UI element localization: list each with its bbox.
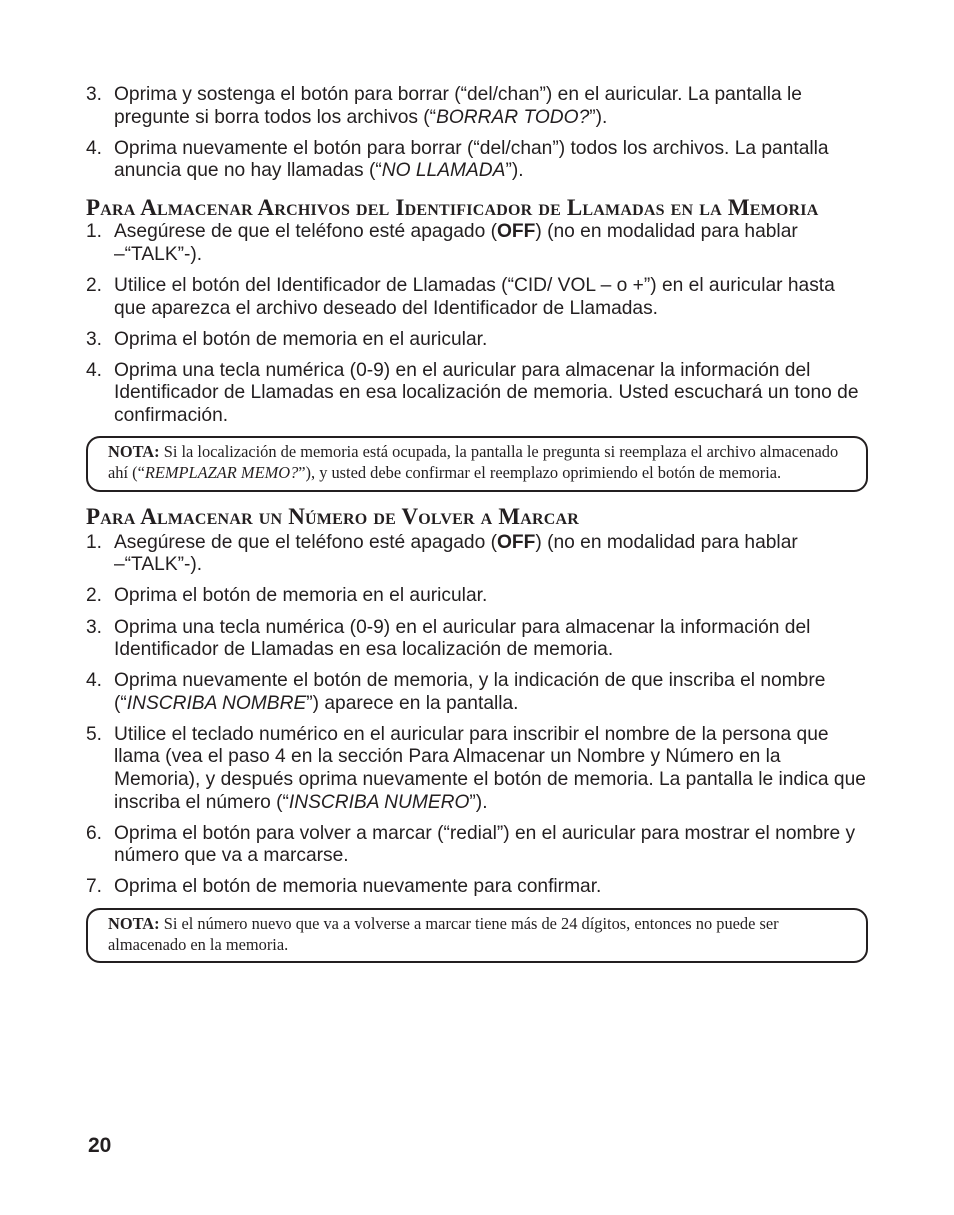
list-text: Oprima el botón para volver a marcar (“redial”) en el auricular para mostrar el nombre y número que va a marcarse. [114, 822, 856, 867]
list-text: Oprima el botón de memoria en el auricular. [114, 328, 488, 350]
list-item [86, 84, 868, 129]
page-content [86, 84, 868, 971]
list-number: 3. [86, 328, 103, 350]
list-text: Utilice el teclado numérico en el auricular para inscribir el nombre de la persona que llama (vea el paso 4 en la sección Para Almacenar un Nombre y Número en la Memoria), y después oprima nuevamente el botón de memoria. La pantalla le indica que inscriba el número (“ [114, 723, 866, 813]
list-number: 5. [86, 723, 103, 745]
list-item [86, 670, 868, 715]
list-text: Oprima una tecla numérica (0-9) en el auricular para almacenar la información del Identificador de Llamadas en esa localización de memoria. [114, 616, 811, 661]
list-text: Utilice el botón del Identificador de Llamadas (“CID/ VOL – o +”) en el auricular hasta que aparezca el archivo deseado del Identificador de Llamadas. [114, 275, 835, 319]
display-message: BORRAR TODO? [436, 106, 590, 128]
list-item [86, 221, 868, 266]
list-item [86, 876, 868, 899]
list-number: 3. [86, 616, 103, 638]
display-message: REMPLAZAR MEMO? [144, 463, 299, 483]
note-text-end: ”), y usted debe confirmar el reemplazo oprimiendo el botón de memoria. [298, 463, 782, 483]
off-label: OFF [496, 531, 536, 553]
list-number: 1. [86, 221, 103, 243]
list-text-end: ”). [589, 106, 608, 128]
list-text: Oprima nuevamente el botón de memoria, y la indicación de que inscriba el nombre (“ [114, 670, 826, 714]
off-label: OFF [496, 221, 536, 243]
list-number: 2. [86, 275, 103, 297]
instruction-list-redial [86, 532, 868, 899]
list-text: Oprima una tecla numérica (0-9) en el auricular para almacenar la información del Identificador de Llamadas en esa localización de memoria. Usted escuchará un tono de confirmación. [114, 359, 859, 427]
note-label: NOTA: [108, 913, 160, 933]
list-text: Oprima el botón de memoria nuevamente para confirmar. [114, 876, 602, 898]
list-text-end: ”). [505, 160, 524, 182]
list-item [86, 329, 868, 352]
list-text-end: ”). [469, 791, 488, 813]
display-message: NO LLAMADA [381, 160, 506, 182]
display-message: INSCRIBA NUMERO [288, 791, 470, 813]
note-label: NOTA: [108, 442, 160, 462]
list-text-end: ) (no en modalidad para hablar –“TALK”-). [114, 531, 798, 576]
list-number: 4. [86, 137, 103, 159]
display-message: INSCRIBA NOMBRE [126, 692, 307, 714]
section-heading-redial: Para Almacenar un Número de Volver a Marcar [86, 503, 580, 529]
list-text: Oprima nuevamente el botón para borrar (“del/chan”) todos los archivos. La pantalla anuncia que no hay llamadas (“ [114, 137, 829, 182]
list-item [86, 360, 868, 428]
note-text: Si el número nuevo que va a volverse a marcar tiene más de 24 dígitos, entonces no puede ser almacenado en la memoria. [108, 913, 779, 954]
list-number: 7. [86, 876, 103, 898]
list-text: Asegúrese de que el teléfono esté apagado ( [114, 221, 497, 243]
note-box-digit-limit [86, 908, 868, 964]
note-text: Si la localización de memoria está ocupada, la pantalla le pregunta si reemplaza el archivo almacenado ahí (“ [108, 442, 839, 483]
list-text: Oprima y sostenga el botón para borrar (“del/chan”) en el auricular. La pantalla le pregunte si borra todos los archivos (“ [114, 84, 802, 128]
note-box-memory-occupied [86, 436, 868, 492]
instruction-list-delete [86, 84, 868, 183]
list-number: 6. [86, 822, 103, 844]
list-item [86, 617, 868, 662]
list-item [86, 275, 868, 320]
instruction-list-cid-memory [86, 221, 868, 427]
list-item [86, 138, 868, 183]
list-number: 4. [86, 670, 103, 692]
list-item [86, 823, 868, 868]
section-heading-cid-memory: Para Almacenar Archivos del Identificador de Llamadas en la Memoria [86, 195, 819, 221]
list-item [86, 532, 868, 577]
list-item [86, 724, 868, 814]
list-text-end: ) (no en modalidad para hablar –“TALK”-). [114, 221, 798, 265]
list-text: Asegúrese de que el teléfono esté apagado ( [114, 531, 497, 553]
list-number: 4. [86, 359, 103, 381]
list-number: 2. [86, 585, 103, 607]
list-number: 3. [86, 84, 103, 105]
page-number: 20 [88, 1134, 112, 1157]
list-item [86, 585, 868, 608]
list-text: Oprima el botón de memoria en el auricular. [114, 585, 488, 607]
list-number: 1. [86, 531, 103, 553]
list-text-end: ”) aparece en la pantalla. [306, 692, 519, 714]
